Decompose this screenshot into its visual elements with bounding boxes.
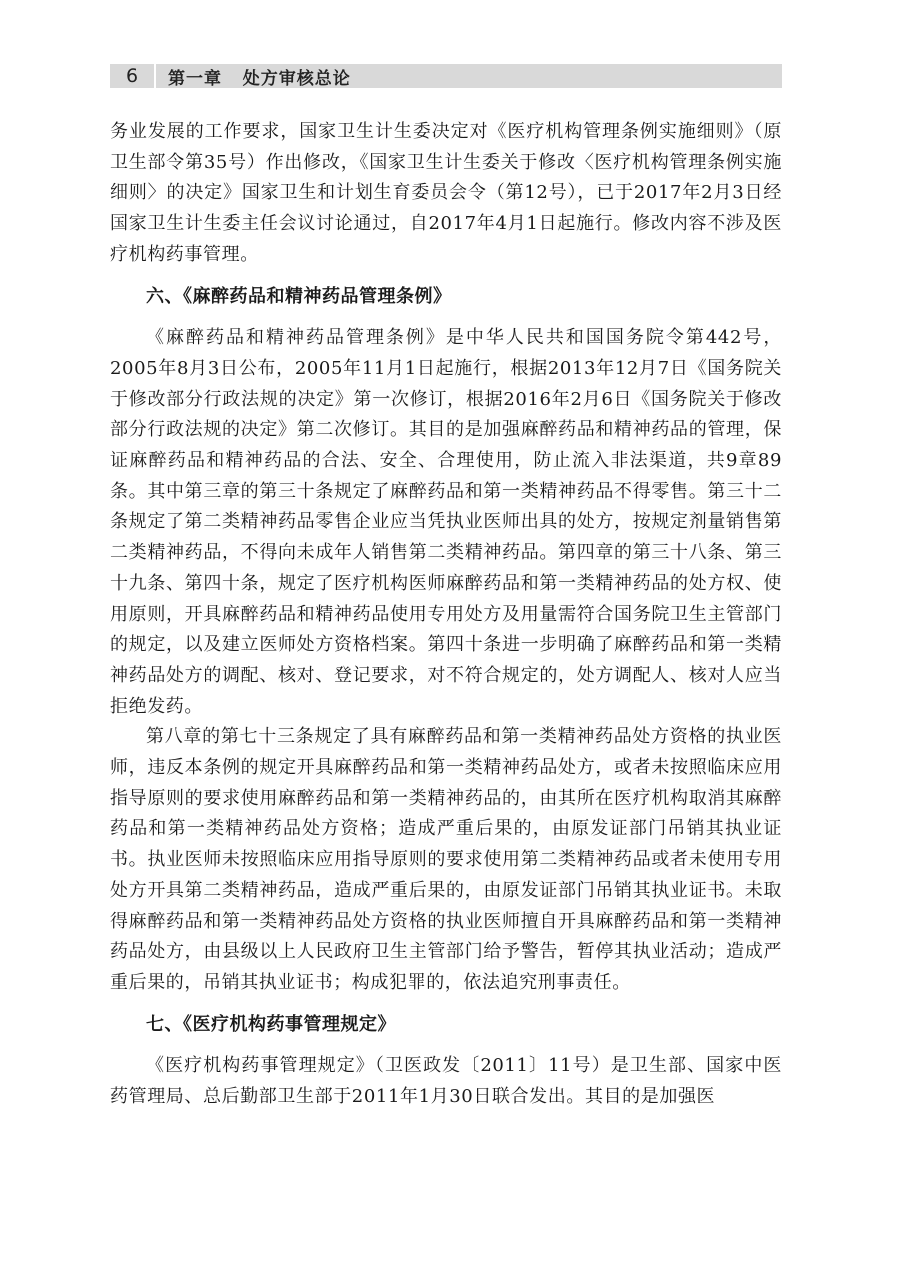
paragraph-continuation: 务业发展的工作要求，国家卫生计生委决定对《医疗机构管理条例实施细则》（原卫生部令第35号）作出修改，《国家卫生计生委关于修改〈医疗机构管理条例实施细则〉的决定》国家卫生和计划生育委员会令（第12号），已于2017年2月3日经国家卫生计生委主任会议讨论通过，自2017年4月1日起施行。修改内容不涉及医疗机构药事管理。 [110, 121, 782, 265]
section-heading-6: 六、《麻醉药品和精神药品管理条例》 [146, 285, 452, 307]
section-heading-7: 七、《医疗机构药事管理规定》 [146, 1013, 396, 1035]
paragraph-narcotics-regulation: 《麻醉药品和精神药品管理条例》是中华人民共和国国务院令第442号，2005年8月3日公布，2005年11月1日起施行，根据2013年12月7日《国务院关于修改部分行政法规的决定》第一次修订，根据2016年2月6日《国务院关于修改部分行政法规的决定》第二次修订。其目的是加强麻醉药品和精神药品的管理，保证麻醉药品和精神药品的合法、安全、合理使用，防止流入非法渠道，共9章89条。其中第三章的第三十条规定了麻醉药品和第一类精神药品不得零售。第三十二条规定了第二类精神药品零售企业应当凭执业医师出具的处方，按规定剂量销售第二类精神药品，不得向未成年人销售第二类精神药品。第四章的第三十八条、第三十九条、第四十条，规定了医疗机构医师麻醉药品和第一类精神药品的处方权、使用原则，开具麻醉药品和精神药品使用专用处方及用量需符合国务院卫生主管部门的规定，以及建立医师处方资格档案。第四十条进一步明确了麻醉药品和第一类精神药品处方的调配、核对、登记要求，对不符合规定的，处方调配人、核对人应当拒绝发药。 [110, 327, 782, 717]
page-body [110, 117, 782, 1113]
paragraph-pharmacy-admin: 《医疗机构药事管理规定》（卫医政发〔2011〕11号）是卫生部、国家中医药管理局、总后勤部卫生部于2011年1月30日联合发出。其目的是加强医 [110, 1055, 782, 1108]
chapter-title: 第一章 处方审核总论 [168, 68, 351, 89]
paragraph-article-73: 第八章的第七十三条规定了具有麻醉药品和第一类精神药品处方资格的执业医师，违反本条例的规定开具麻醉药品和第一类精神药品处方，或者未按照临床应用指导原则的要求使用麻醉药品和第一类精神药品的，由其所在医疗机构取消其麻醉药品和第一类精神药品处方资格；造成严重后果的，由原发证部门吊销其执业证书。执业医师未按照临床应用指导原则的要求使用第二类精神药品或者未使用专用处方开具第二类精神药品，造成严重后果的，由原发证部门吊销其执业证书。未取得麻醉药品和第一类精神药品处方资格的执业医师擅自开具麻醉药品和第一类精神药品处方，由县级以上人民政府卫生主管部门给予警告，暂停其执业活动；造成严重后果的，吊销其执业证书；构成犯罪的，依法追究刑事责任。 [110, 726, 782, 993]
page-number: 6 [110, 64, 156, 88]
running-header [110, 64, 782, 88]
